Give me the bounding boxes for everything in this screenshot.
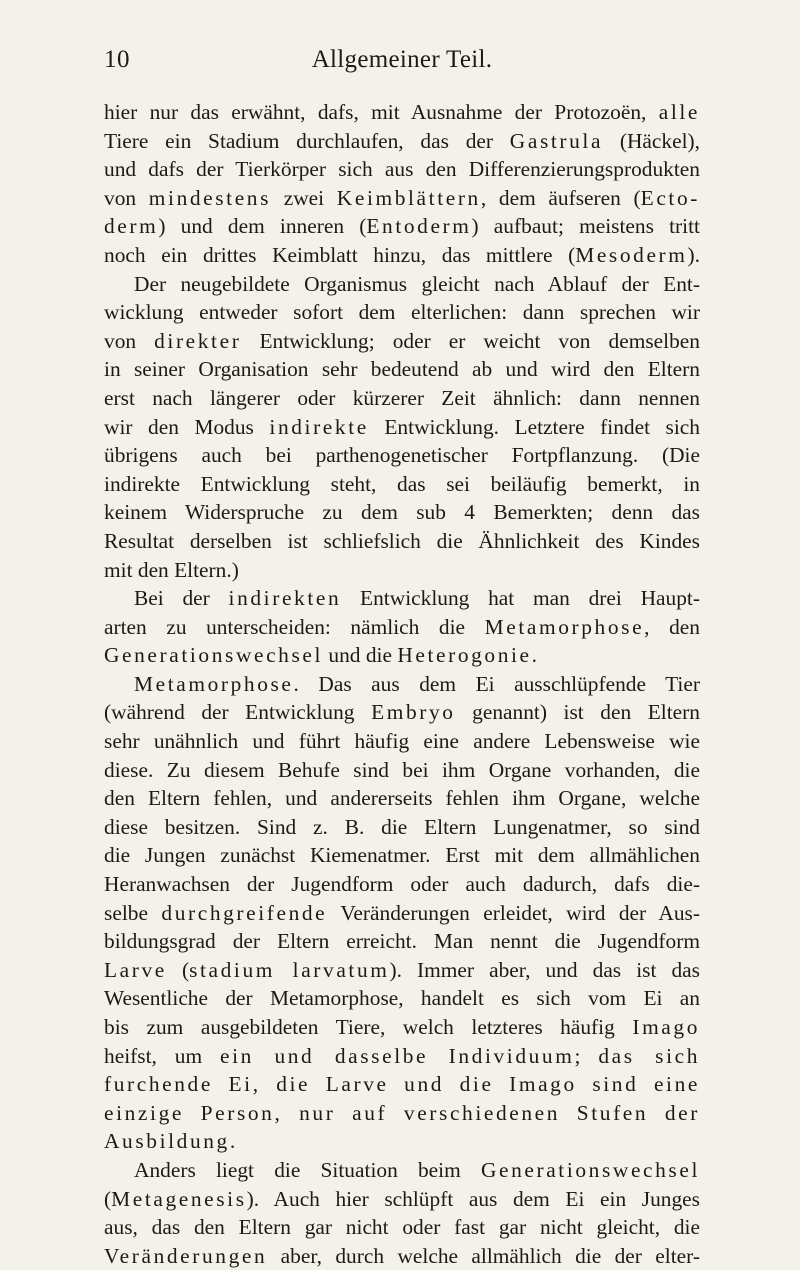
text-line: Tiere ein Stadium durchlaufen, das der Gastrula (Häckel), [104, 128, 700, 153]
text-line: erst nach längerer oder kürzerer Zeit ähnlich: dann nennen [104, 385, 700, 410]
text-line: von direkter Entwicklung; oder er weicht von demselben [104, 328, 700, 353]
page-number: 10 [104, 46, 130, 73]
text-line: heifst, um ein und dasselbe Individuum; das sich [104, 1043, 700, 1068]
text-line: indirekte Entwicklung steht, das sei beiläufig bemerkt, in [104, 471, 700, 496]
text-line: Veränderungen aber, durch welche allmählich die der elter- [104, 1243, 700, 1268]
text-line: furchende Ei, die Larve und die Imago sind eine [104, 1072, 700, 1097]
text-line: mit den Eltern.) [104, 557, 239, 582]
text-line: Wesentliche der Metamorphose, handelt es sich vom Ei an [104, 986, 700, 1011]
text-line: und dafs der Tierkörper sich aus den Differenzierungsprodukten [104, 157, 700, 182]
text-line: aus, das den Eltern gar nicht oder fast gar nicht gleicht, die [104, 1215, 700, 1240]
text-line: in seiner Organisation sehr bedeutend ab und wird den Eltern [104, 357, 700, 382]
body-text [104, 98, 700, 1270]
text-line: von mindestens zwei Keimblättern, dem äufseren (Ecto- [104, 185, 700, 210]
text-line: keinem Widerspruche zu dem sub 4 Bemerkten; denn das [104, 500, 700, 525]
text-line: selbe durchgreifende Veränderungen erleidet, wird der Aus- [104, 900, 700, 925]
text-line: Generationswechsel und die Heterogonie. [104, 643, 537, 668]
text-line: diese besitzen. Sind z. B. die Eltern Lungenatmer, so sind [104, 814, 700, 839]
text-line: sehr unähnlich und führt häufig eine andere Lebensweise wie [104, 729, 700, 754]
text-line: übrigens auch bei parthenogenetischer Fortpflanzung. (Die [104, 443, 700, 468]
running-head: Allgemeiner Teil. [311, 46, 493, 73]
text-line: noch ein drittes Keimblatt hinzu, das mittlere (Mesoderm). [104, 242, 700, 267]
text-line: die Jungen zunächst Kiemenatmer. Erst mit dem allmählichen [104, 843, 700, 868]
text-line: Anders liegt die Situation beim Generationswechsel [134, 1157, 700, 1182]
text-line: hier nur das erwähnt, dafs, mit Ausnahme der Protozoën, alle [104, 100, 700, 124]
text-line: Heranwachsen der Jugendform oder auch dadurch, dafs die- [104, 872, 700, 897]
text-line: diese. Zu diesem Behufe sind bei ihm Organe vorhanden, die [104, 757, 700, 782]
text-line: einzige Person, nur auf verschiedenen Stufen der [104, 1100, 700, 1125]
text-line: arten zu unterscheiden: nämlich die Metamorphose, den [104, 614, 700, 639]
text-line: derm) und dem inneren (Entoderm) aufbaut; meistens tritt [104, 214, 700, 239]
text-line: wir den Modus indirekte Entwicklung. Letztere findet sich [104, 414, 700, 439]
text-line: Bei der indirekten Entwicklung hat man drei Haupt- [134, 586, 700, 611]
text-line: den Eltern fehlen, und andererseits fehlen ihm Organe, welche [104, 786, 700, 811]
text-line: Metamorphose. Das aus dem Ei ausschlüpfende Tier [134, 671, 700, 696]
text-line: Resultat derselben ist schliefslich die Ähnlichkeit des Kindes [104, 528, 700, 553]
text-line: (während der Entwicklung Embryo genannt) ist den Eltern [104, 700, 700, 725]
text-line: Der neugebildete Organismus gleicht nach Ablauf der Ent- [134, 271, 700, 296]
text-line: wicklung entweder sofort dem elterlichen: dann sprechen wir [104, 300, 700, 325]
text-line: bildungsgrad der Eltern erreicht. Man nennt die Jugendform [104, 929, 700, 954]
text-line: bis zum ausgebildeten Tiere, welch letzteres häufig Imago [104, 1015, 700, 1039]
page-header [104, 46, 700, 76]
text-line: (Metagenesis). Auch hier schlüpft aus dem Ei ein Junges [104, 1186, 700, 1211]
text-line: Ausbildung. [104, 1129, 236, 1154]
text-line: Larve (stadium larvatum). Immer aber, und das ist das [104, 957, 700, 982]
